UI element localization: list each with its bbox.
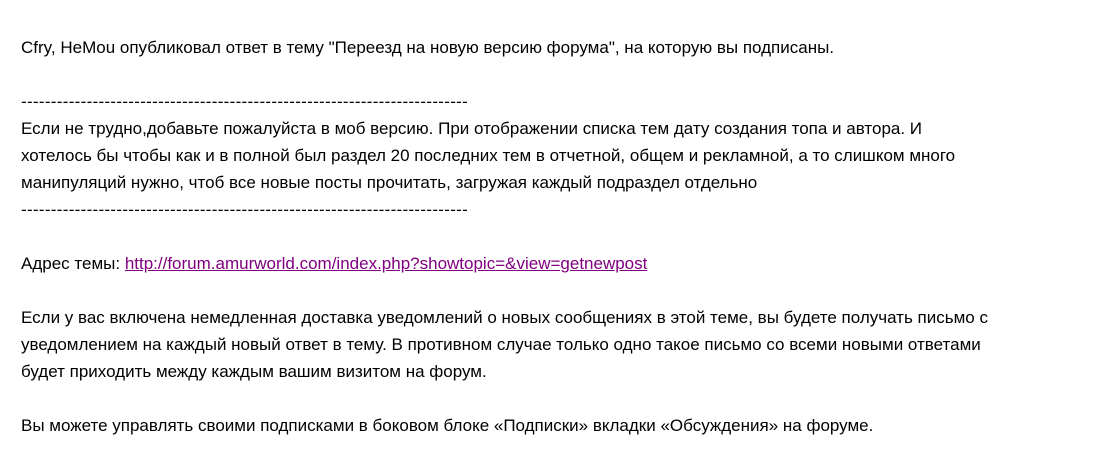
topic-address-label: Адрес темы: [21,254,121,273]
quote-line-2: хотелось бы чтобы как и в полной был раздел 20 последних тем в отчетной, общем и рекламной, а то слишком много [21,146,956,165]
quote-line-1: Если не трудно,добавьте пожалуйста в моб версию. При отображении списка тем дату создания топа и автора. И [21,119,923,138]
separator-top: --------------------------------------------------------------------------- [21,92,469,111]
quote-line-3: манипуляций нужно, чтоб все новые посты прочитать, загружая каждый подраздел отдельно [21,173,758,192]
quoted-reply-block [21,88,1077,223]
topic-address-row [21,250,1077,277]
separator-bottom: --------------------------------------------------------------------------- [21,200,469,219]
delivery-info-line-1: Если у вас включена немедленная доставка уведомлений о новых сообщениях в этой теме, вы будете получать письмо с [21,308,988,327]
notification-intro: Cfry, HeMou опубликовал ответ в тему "Переезд на новую версию форума", на которую вы подписаны. [21,38,835,57]
delivery-info-line-2: уведомлением на каждый новый ответ в тему. В противном случае только одно такое письмо со всеми новыми ответами [21,335,981,354]
delivery-info-paragraph [21,304,1077,385]
topic-url-link[interactable]: http://forum.amurworld.com/index.php?showtopic=&view=getnewpost [124,254,648,273]
delivery-info-line-3: будет приходить между каждым вашим визитом на форум. [21,362,487,381]
manage-subscriptions-note: Вы можете управлять своими подписками в боковом блоке «Подписки» вкладки «Обсуждения» на форуме. [21,416,874,435]
